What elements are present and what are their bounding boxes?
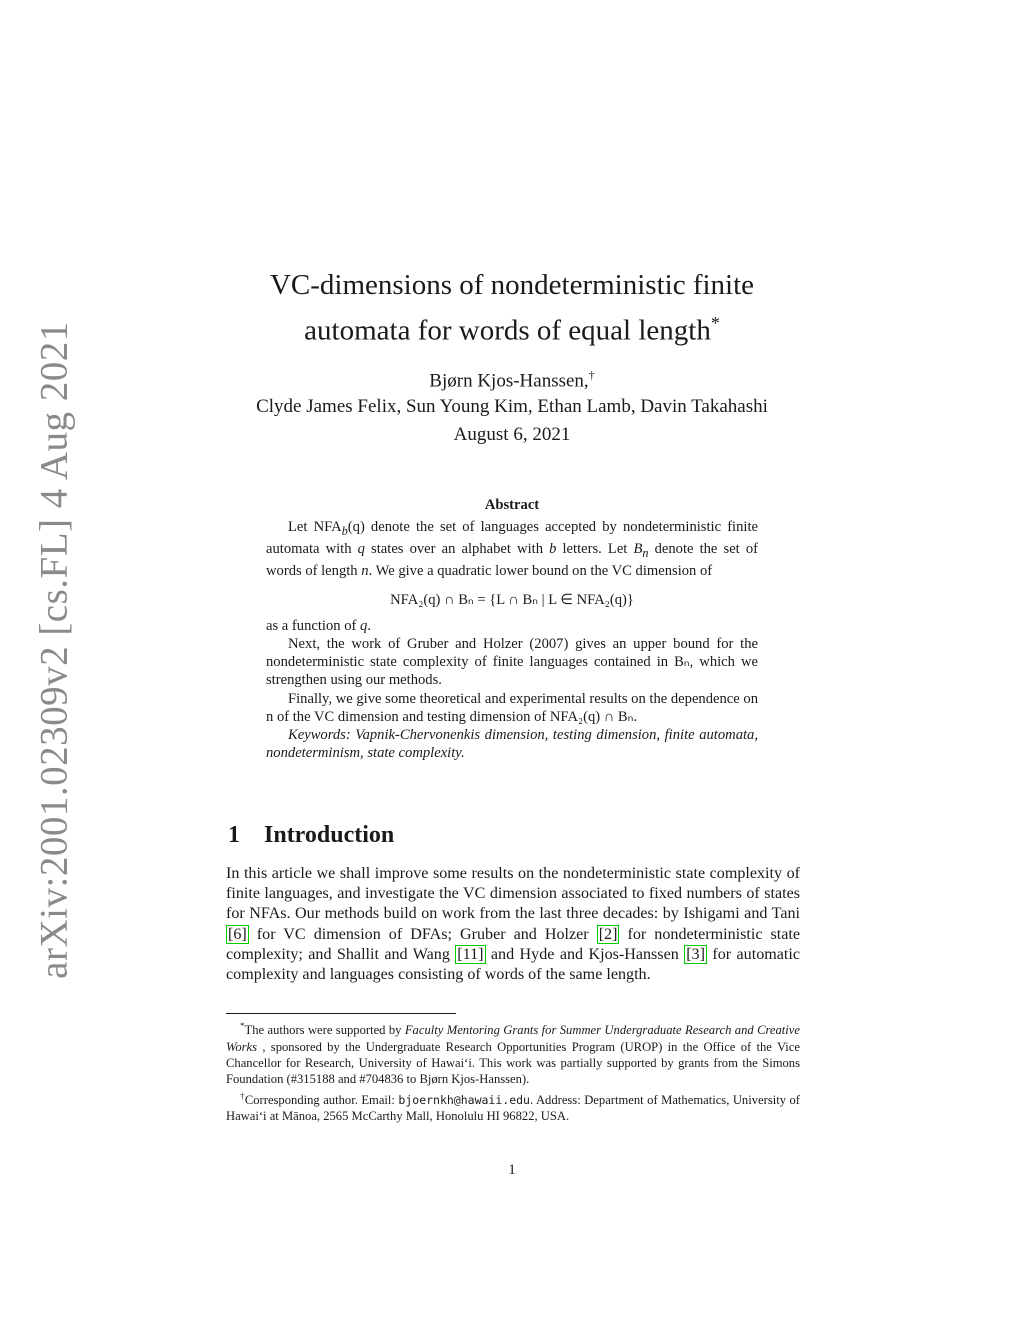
author-list (160, 362, 864, 420)
title-line-2: automata for words of equal length* (304, 313, 720, 347)
arxiv-identifier-stamp: arXiv:2001.02309v2 [cs.FL] 4 Aug 2021 (32, 321, 76, 979)
keywords: Keywords: Vapnik-Chervonenkis dimension, testing dimension, finite automata, nondeterminism, state complexity. (266, 727, 758, 762)
email-link[interactable]: bjoernkh@hawaii.edu (398, 1093, 530, 1107)
corresponding-author: Bjørn Kjos-Hanssen,† (429, 368, 595, 392)
abstract-paragraph-2: Next, the work of Gruber and Holzer (2007) gives an upper bound for the nondeterministic state complexity of finite languages contained in Bₙ, which we strengthen using our methods. (266, 636, 758, 689)
section-number: 1 (228, 822, 240, 848)
citation-link[interactable]: [3] (686, 945, 705, 963)
abstract-paragraph-3: Finally, we give some theoretical and experimental results on the dependence on n of the VC dimension and testing dimension of NFA₂(q) ∩ Bₙ. (266, 690, 758, 725)
citation-link[interactable]: [2] (598, 925, 618, 943)
footnote-divider (226, 1013, 456, 1014)
abstract-paragraph-1-continued: as a function of q. (266, 617, 371, 634)
co-authors: Clyde James Felix, Sun Young Kim, Ethan Lamb, Davin Takahashi (256, 396, 768, 418)
footnote-corresponding-author: †Corresponding author. Email: bjoernkh@hawaii.edu. Address: Department of Mathematics, University of Hawai‘i at Mānoa, 2565 McCarthy Mall, Honolulu HI 96822, USA. (226, 1090, 800, 1124)
abstract-display-equation: NFA₂(q) ∩ Bₙ = {L ∩ Bₙ | L ∈ NFA₂(q)} (390, 591, 634, 608)
introduction-paragraph: In this article we shall improve some results on the nondeterministic state complexity of finite languages, and investigate the VC dimension associated to fixed numbers of states for NFAs. Our methods build on work from the last three decades: by Ishigami and Tani [6] for VC dimension of DFAs; Gruber and Holzer [2] for nondeterministic state complexity; and Shallit and Wang [11] and Hyde and Kjos-Hanssen [3] for automatic complexity and languages consisting of words of the same length. (226, 865, 800, 984)
title-footnote-marker: * (710, 313, 720, 333)
title-line-1: VC-dimensions of nondeterministic finite (269, 269, 755, 301)
introduction-body (226, 864, 800, 985)
page-number: 1 (508, 1162, 516, 1178)
footnote-funding: *The authors were supported by Faculty Mentoring Grants for Summer Undergraduate Research and Creative Works , sponsored by the Undergraduate Research Opportunities Program (UROP) in the Office of the Vice Chancellor for Research, University of Hawai‘i. This work was partially supported by grants from the Simons Foundation (#315188 and #704836 to Bjørn Kjos-Hanssen). (226, 1021, 800, 1087)
section-heading-introduction (228, 822, 394, 849)
abstract (266, 496, 758, 762)
citation-link[interactable]: [6] (228, 925, 247, 943)
paper-date: August 6, 2021 (453, 424, 571, 445)
paper-title (160, 266, 864, 350)
section-title: Introduction (264, 822, 395, 848)
abstract-heading: Abstract (484, 497, 540, 513)
footnotes (226, 1018, 800, 1125)
author-footnote-marker: † (588, 368, 595, 382)
citation-link[interactable]: [11] (457, 945, 484, 963)
abstract-paragraph-1: Let $NFA_b(q)$ denote the set of languages accepted by nondeterministic finite automata with q states over an alphabet with b letters. Let $B_n$ denote the set of words of length n. We give a quadratic lower bound on the VC dimension of (266, 519, 758, 580)
